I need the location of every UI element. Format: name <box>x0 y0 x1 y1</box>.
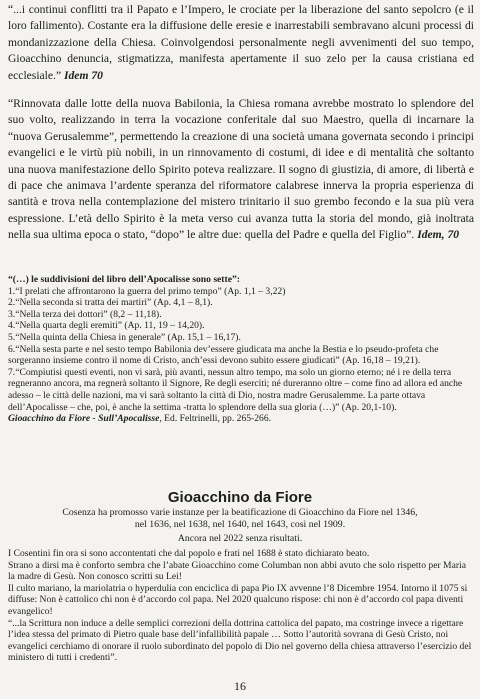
quote-1-source: Idem 70 <box>64 68 103 82</box>
citation-title: Gioacchino da Fiore - Sull’Apocalisse <box>8 413 160 425</box>
list-heading: “(…) le suddivisioni del libro dell’Apocalisse sono sette”: <box>8 274 240 285</box>
citation <box>8 413 474 425</box>
list-item: 7.“Compiutisi questi eventi, non vi sarà, più avanti, nessun altro tempo, ma solo un giorno eterno; né i re della terra regneranno ancora, ma regnerà soltanto il Signore, Re degli eserciti; né dureranno oltre – come fino ad allora ed anche adesso – le città delle nazioni, ma vi sarà soltanto la città di Dio, nostra madre Gerusalemme. La parte ottava dell’Apocalisse – che, poi, è anche la settima -tratta lo splendore della sua gloria (…)” (Ap. 20,1-10). <box>8 366 463 413</box>
body-paragraph: “...la Scrittura non induce a delle semplici correzioni della dottrina cattolica del papato, ma costringe invece a rigettare l’idea stessa del primato di Pietro quale base dell’infallibilità papale … Sotto l’autorità sovrana di Gesù Cristo, noi evangelici cerchiamo di onorare il ruolo subordinato del popolo di Dio nel governo della chiesa attraverso l’esercizio del ministero di tutti i credenti”. <box>8 617 472 664</box>
body-paragraph: Il culto mariano, la mariolatria o hyperdulia con enciclica di papa Pio IX avvenne l’8 Dicembre 1954. Intorno il 1075 si diffuse: Non è cattolico chi non è d’accordo col papa. Nel 2020 qualcuno rispose: chi non è d’accordo col papa diventi evangelico! <box>8 582 468 617</box>
citation-rest: , Ed. Feltrinelli, pp. 265-266. <box>159 413 272 425</box>
list-item: 6.“Nella sesta parte e nel sesto tempo Babilonia dev’essere giudicata ma anche la Bestia e lo pseudo-profeta che sorgeranno insieme contro il nome di Cristo, anch’essi devono subito essere giudicati” (Ap. 16,18 – 19,21). <box>8 343 439 367</box>
list-item: 4.“Nella quarta degli eremiti” (Ap. 11, 19 – 14,20). <box>8 320 205 332</box>
list-item: 2.“Nella seconda si tratta dei martiri” (Ap. 4,1 – 8,1). <box>8 297 213 309</box>
section-body <box>8 548 474 664</box>
quote-2-source: Idem, 70 <box>417 228 460 242</box>
list-item: 1.“I prelati che affrontarono la guerra del primo tempo” (Ap. 1,1 – 3,22) <box>8 285 286 297</box>
body-paragraph: Strano a dirsi ma è conforto sembra che l’abate Gioacchino come Columban non abbi avuto che solo rispetto per Maria la madre di Gesù. Non conosco scritti su Lei! <box>8 559 466 583</box>
quote-2-text: “Rinnovata dalle lotte della nuova Babilonia, la Chiesa romana avrebbe mostrato lo splendore del suo volto, realizzando in terra la vocazione conferitale dal suo Maestro, quella di incarnare la “nuova Gerusalemme”, permettendo la creazione di una società umana governata secondo i principi evangelici e le virtù più nobili, in un rinnovamento di costumi, di idee e di mentalità che soltanto una nuova manifestazione dello Spirito poteva realizzare. Il sogno di giustizia, di amore, di libertà e di pace che animava l’ardente speranza del riformatore calabrese innerva la propria esperienza di santità e trova nella contemplazione del mistero trinitario il suo grembo fecondo e la sua più vera espressione. L’età dello Spirito è la meta verso cui avanza tutta la storia del mondo, già inoltrata nella sua ultima epoca o stato, “dopo” le altre due: quella del Padre e quella del Figlio”. <box>8 97 474 242</box>
body-paragraph: I Cosentini fin ora si sono accontentati che dal popolo e frati nel 1688 è stato dichiarato beato. <box>8 548 370 559</box>
quote-1-text: “...i continui conflitti tra il Papato e l’Impero, le crociate per la liberazione del santo sepolcro (e il loro fallimento). Costante era la diffusione delle eresie e inarrestabili sembravano alcuni processi di mondanizzazione della Chiesa. Coinvolgendosi personalmente negli avvenimenti del suo tempo, Gioacchino denuncia, stigmatizza, manifesta apertamente il suo zelo per la causa cristiana ed ecclesiale.” <box>8 3 474 82</box>
quote-paragraph-1 <box>8 2 474 84</box>
page-number: 16 <box>234 679 246 693</box>
list-item: 5.“Nella quinta della Chiesa in generale” (Ap. 15,1 – 16,17). <box>8 331 241 343</box>
section-subtitle-2: Ancora nel 2022 senza risultati. <box>177 533 303 544</box>
list-item: 3.“Nella terza dei dottori” (8,2 – 11,18). <box>8 308 162 320</box>
quote-paragraph-2 <box>8 96 474 244</box>
section-title: Gioacchino da Fiore <box>167 489 313 506</box>
section-subtitle: Cosenza ha promosso varie instanze per la beatificazione di Gioacchino da Fiore nel 1346, nel 1636, nel 1638, nel 1640, nel 1643, così nel 1909. <box>62 507 418 530</box>
apocalypse-divisions-list <box>8 274 474 425</box>
